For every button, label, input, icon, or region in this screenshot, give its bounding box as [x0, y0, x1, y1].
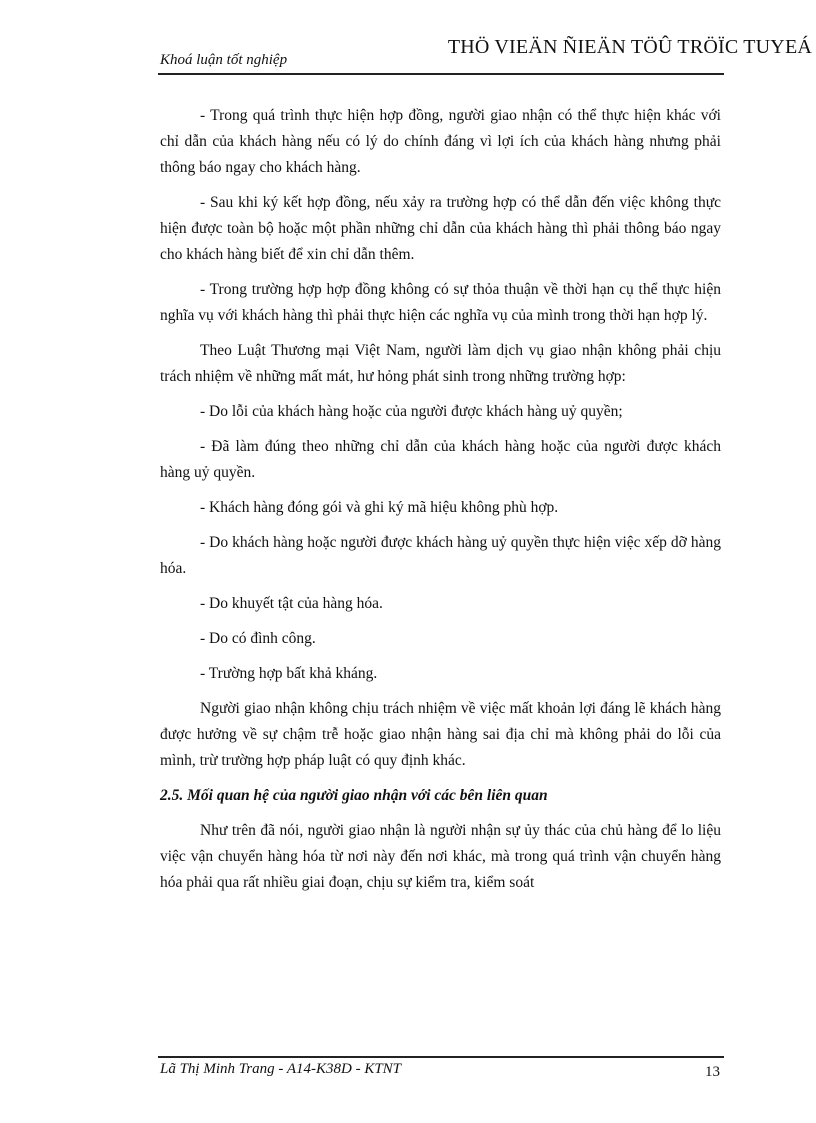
running-header-title: Khoá luận tốt nghiệp — [160, 52, 288, 68]
list-item: - Trường hợp bất khả kháng. — [200, 665, 378, 682]
section-heading: 2.5. Mối quan hệ của người giao nhận với các bên liên quan — [160, 787, 548, 804]
list-item: - Khách hàng đóng gói và ghi ký mã hiệu không phù hợp. — [200, 499, 559, 516]
paragraph: Người giao nhận không chịu trách nhiệm về việc mất khoản lợi đáng lẽ khách hàng được hưởng về sự chậm trễ hoặc giao nhận hàng sai địa chỉ mà không phải do lỗi của mình, trừ trường hợp pháp luật có quy định khác. — [160, 700, 721, 769]
footer-rule — [158, 1056, 724, 1058]
document-body — [160, 103, 721, 905]
footer-author: Lã Thị Minh Trang - A14-K38D - KTNT — [160, 1061, 402, 1077]
paragraph: - Trong trường hợp hợp đồng không có sự thỏa thuận về thời hạn cụ thể thực hiện nghĩa vụ với khách hàng thì phải thực hiện các nghĩa vụ của mình trong thời hạn hợp lý. — [160, 281, 721, 324]
paragraph: - Sau khi ký kết hợp đồng, nếu xảy ra trường hợp có thể dẫn đến việc không thực hiện được toàn bộ hoặc một phần những chỉ dẫn của khách hàng thì phải thông báo ngay cho khách hàng biết để xin chỉ dẫn thêm. — [160, 194, 721, 263]
list-item: - Đã làm đúng theo những chỉ dẫn của khách hàng hoặc của người được khách hàng uỷ quyền. — [160, 438, 721, 481]
paragraph: Như trên đã nói, người giao nhận là người nhận sự ủy thác của chủ hàng để lo liệu việc vận chuyển hàng hóa từ nơi này đến nơi khác, mà trong quá trình vận chuyển hàng hóa phải qua rất nhiều giai đoạn, chịu sự kiểm tra, kiểm soát — [160, 822, 721, 891]
paragraph: - Trong quá trình thực hiện hợp đồng, người giao nhận có thể thực hiện khác với chỉ dẫn của khách hàng nếu có lý do chính đáng vì lợi ích của khách hàng nhưng phải thông báo ngay cho khách hàng. — [160, 107, 721, 176]
page-number: 13 — [705, 1064, 720, 1080]
library-watermark: THÖ VIEÄN ÑIEÄN TÖÛ TRÖÏC TUYEÁ — [447, 36, 812, 58]
list-item: - Do khuyết tật của hàng hóa. — [200, 595, 383, 612]
list-item: - Do lỗi của khách hàng hoặc của người được khách hàng uỷ quyền; — [200, 403, 623, 420]
header-rule — [158, 73, 724, 75]
list-item: - Do khách hàng hoặc người được khách hàng uỷ quyền thực hiện việc xếp dỡ hàng hóa. — [160, 534, 721, 577]
paragraph: Theo Luật Thương mại Việt Nam, người làm dịch vụ giao nhận không phải chịu trách nhiệm về những mất mát, hư hỏng phát sinh trong những trường hợp: — [160, 342, 721, 385]
list-item: - Do có đình công. — [200, 630, 316, 647]
